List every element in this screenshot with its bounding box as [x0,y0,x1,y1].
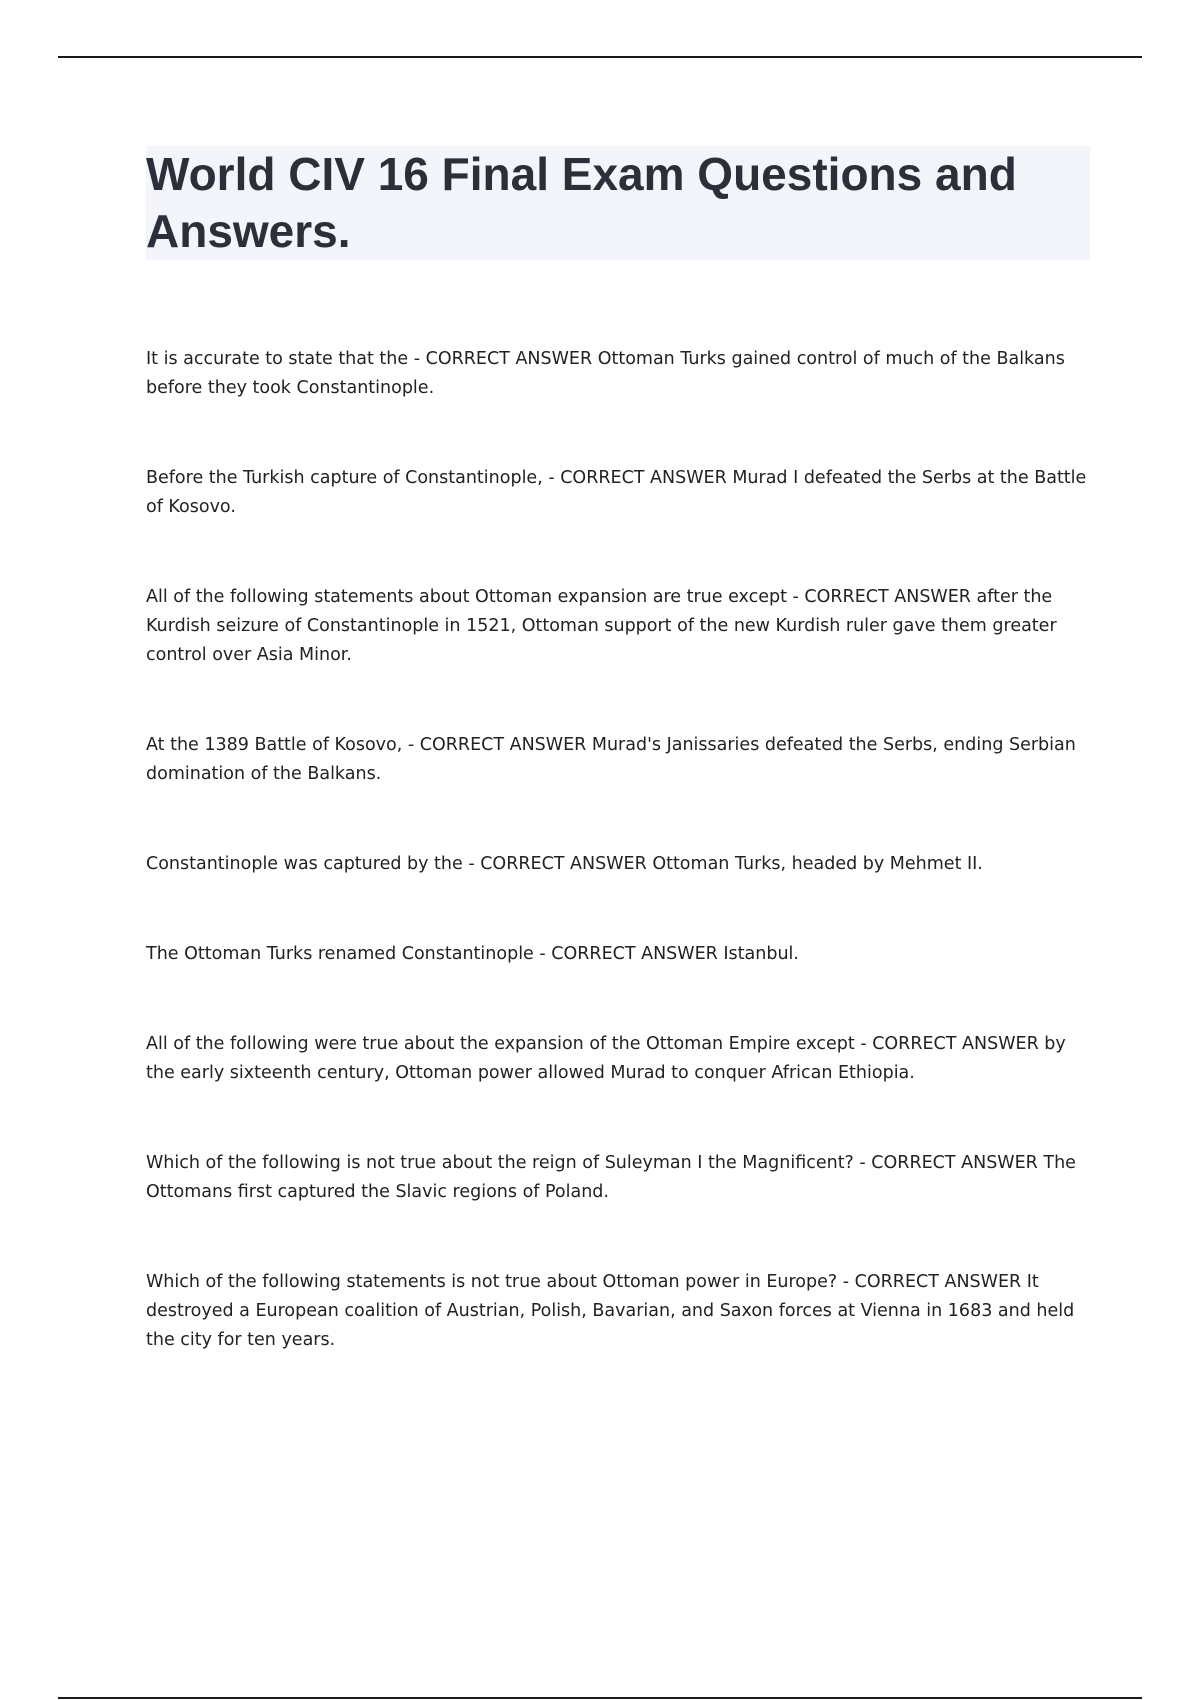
question-text: At the 1389 Battle of Kosovo, [146,735,403,755]
question-text: Constantinople was captured by the [146,854,463,874]
answer-text: Murad I defeated the Serbs at the Battle of Kosovo. [146,468,1087,517]
qa-item [146,850,1090,879]
answer-text: after the Kurdish seizure of Constantinople in 1521, Ottoman support of the new Kurdish ruler gave them greater control over Asia Minor. [146,587,1057,665]
qa-item [146,731,1090,789]
answer-text: Ottoman Turks, headed by Mehmet II. [652,854,983,874]
qa-item [146,1030,1090,1088]
question-text: All of the following statements about Ottoman expansion are true except [146,587,787,607]
answer-marker: - CORRECT ANSWER [408,349,598,369]
answer-text: Ottoman Turks gained control of much of the Balkans before they took Constantinople. [146,349,1065,398]
answer-text: The Ottomans first captured the Slavic regions of Poland. [146,1153,1076,1202]
qa-item [146,583,1090,670]
answer-text: by the early sixteenth century, Ottoman power allowed Murad to conquer African Ethiopia. [146,1034,1066,1083]
question-text: All of the following were true about the expansion of the Ottoman Empire except [146,1034,855,1054]
answer-marker: - CORRECT ANSWER [786,587,977,607]
answer-marker: - CORRECT ANSWER [533,944,724,964]
answer-marker: - CORRECT ANSWER [402,735,592,755]
bottom-rule [58,1697,1142,1699]
question-text: The Ottoman Turks renamed Constantinople [146,944,534,964]
qa-item [146,1149,1090,1207]
answer-marker: - CORRECT ANSWER [542,468,733,488]
page-title: World CIV 16 Final Exam Questions and Answers. [146,148,1017,257]
answer-marker: - CORRECT ANSWER [462,854,653,874]
answer-text: Istanbul. [723,944,799,964]
qa-item [146,940,1090,969]
answer-marker: - CORRECT ANSWER [853,1153,1044,1173]
qa-list [146,345,1090,1355]
qa-item [146,345,1090,403]
answer-marker: - CORRECT ANSWER [837,1272,1027,1292]
question-text: Which of the following is not true about the reign of Suleyman I the Magnificent? [146,1153,854,1173]
question-text: Which of the following statements is not true about Ottoman power in Europe? [146,1272,838,1292]
question-text: Before the Turkish capture of Constantinople, [146,468,543,488]
qa-item [146,464,1090,522]
answer-marker: - CORRECT ANSWER [854,1034,1045,1054]
title-block [146,146,1090,260]
answer-text: Murad's Janissaries defeated the Serbs, ending Serbian domination of the Balkans. [146,735,1076,784]
answer-text: It destroyed a European coalition of Austrian, Polish, Bavarian, and Saxon forces at Vienna in 1683 and held the city for ten years. [146,1272,1075,1350]
top-rule [58,56,1142,58]
question-text: It is accurate to state that the [146,349,409,369]
qa-item [146,1268,1090,1355]
